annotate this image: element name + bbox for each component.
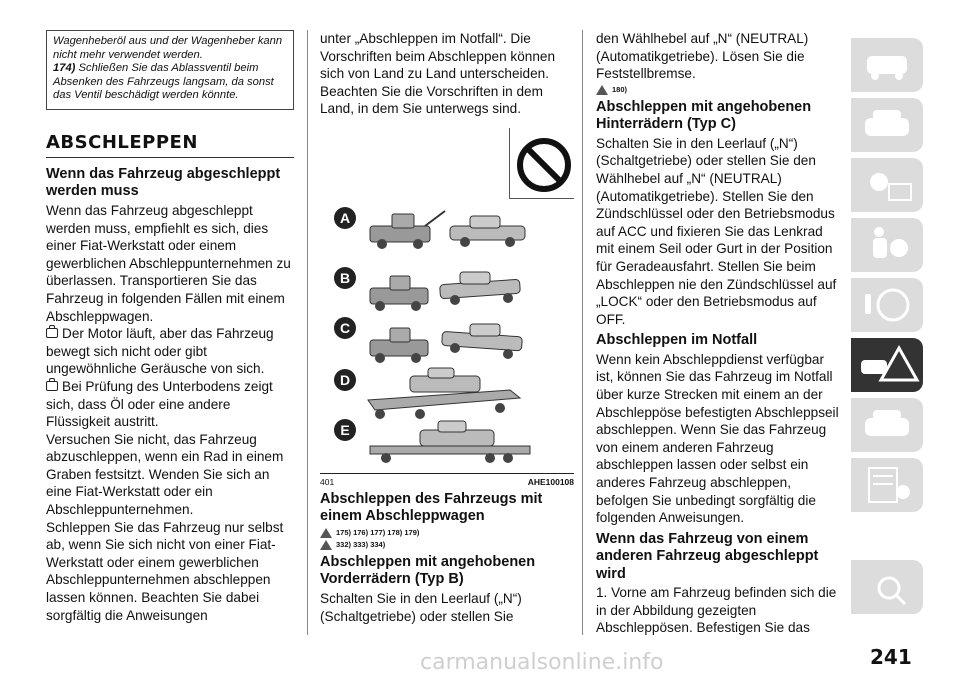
column-3 [596, 30, 842, 637]
tab-warning-lights[interactable] [851, 158, 923, 212]
paragraph-emergency: Wenn kein Abschleppdienst verfügbar ist, können Sie das Fahrzeug im Notfall über kurze Strecken mit einem an der Abschleppöse befestigten Abschleppseil abschleppen. Wenn Sie das Fahrzeug von einem anderen Fahrzeug abschleppen lassen oder selbst ein anderes Fahrzeug abschleppen, befolgen Sie unbedingt sorgfältig die folgenden Anweisungen. [596, 351, 839, 526]
paragraph-rear-raised: Schalten Sie in den Leerlauf („N“) (Schaltgetriebe) oder stellen Sie den Wählhebel auf „N“ (NEUTRAL) (Automatikgetriebe). Stellen Sie den Zündschlüssel oder den Betriebsmodus auf ACC und fixieren Sie das Lenkrad mit einem Seil oder Gurt in der Position für Geradeausfahrt. Stellen Sie beim Abschleppen nie den Zündschlüssel auf „LOCK“ oder den Betriebsmodus auf OFF. [596, 135, 837, 327]
steering-wheel-icon [851, 278, 923, 332]
tow-scene-d [334, 368, 520, 419]
heading-front-raised: Abschleppen mit angehobenen Vorderrädern (Typ B) [320, 553, 536, 588]
heading-tow-truck: Abschleppen des Fahrzeugs mit einem Abschleppwagen [320, 490, 543, 525]
paragraph-towed: Wenn das Fahrzeug abgeschleppt werden muss, empfiehlt es sich, dies einer Fiat-Werkstatt oder einem gewerblichen Abschleppunternehmen zu überlassen. Transportieren Sie das Fahrzeug in folgenden Fällen mit einem Abschleppwagen. [46, 202, 291, 324]
tow-scene-c [334, 317, 522, 363]
tab-emergency[interactable] [851, 338, 923, 392]
section-title: ABSCHLEPPEN [46, 132, 294, 158]
tow-scene-e [334, 419, 530, 463]
paragraph-front-raised: Schalten Sie in den Leerlauf („N“) (Schaltgetriebe) oder stellen Sie [320, 590, 522, 624]
warning-text-2: Schließen Sie das Ablassventil beim Absenken des Fahrzeugs langsam, da sonst das Ventil beschädigt werden könnte. [53, 62, 274, 102]
tab-safety[interactable] [851, 218, 923, 272]
column-divider-2 [582, 30, 583, 635]
figure-code: AHE100108 [527, 476, 574, 487]
tab-driving[interactable] [851, 278, 923, 332]
tow-truck-illustrations [320, 128, 574, 473]
paragraph-self: Schleppen Sie das Fahrzeug nur selbst ab, wenn Sie sich nicht von einer Fiat-Werkstatt oder einem gewerblichen Abschleppunternehmen abschleppen lassen können. Beachten Sie dabei sorgfältig die Anweisungen [46, 519, 284, 623]
paragraph-other-vehicle: 1. Vorne am Fahrzeug befinden sich die in der Abbildung gezeigten Abschleppösen. Befestigen Sie das [596, 585, 837, 636]
bullet-icon [46, 381, 58, 391]
tow-scene-a [334, 207, 525, 249]
heading-rear-raised: Abschleppen mit angehobenen Hinterrädern (Typ C) [596, 98, 812, 133]
heading-towed: Wenn das Fahrzeug abgeschleppt werden muss [46, 165, 281, 200]
heading-other-vehicle: Wenn das Fahrzeug von einem anderen Fahrzeug abgeschleppt wird [596, 530, 819, 582]
figure-caption [320, 477, 574, 487]
warning-triangle-icon [320, 528, 332, 538]
column-2 [320, 30, 574, 625]
warning-box [46, 30, 294, 110]
reference-row-3: 180) [596, 85, 842, 95]
watermark: carmanualsonline.info [420, 650, 664, 675]
paragraph-ditch: Versuchen Sie nicht, das Fahrzeug abzuschleppen, wenn ein Rad in einem Graben festsitzt. Wenden Sie sich an eine Fiat-Werkstatt oder ein Abschleppunternehmen. [46, 431, 284, 518]
bullet-item-2: Bei Prüfung des Unterbodens zeigt sich, dass Öl oder eine andere Flüssigkeit austritt. [46, 378, 273, 430]
reference-row-2: 332) 333) 334) [320, 540, 574, 550]
page-number: 241 [870, 645, 912, 669]
car-front-icon [851, 98, 923, 152]
warning-light-icon [851, 158, 923, 212]
figure-label-c: C [339, 319, 351, 336]
figure-label-a: A [339, 209, 351, 226]
breakdown-warning-icon [851, 338, 923, 392]
tab-vehicle[interactable] [851, 98, 923, 152]
column-divider-1 [307, 30, 308, 635]
figure-label-e: E [340, 421, 350, 438]
warning-number: 174) [53, 62, 76, 75]
column-1 [46, 30, 294, 624]
technical-data-icon [851, 458, 923, 512]
index-icon [851, 560, 923, 614]
tab-maintenance[interactable] [851, 398, 923, 452]
tab-dashboard[interactable] [851, 38, 923, 92]
paragraph-continued: unter „Abschleppen im Notfall“. Die Vorschriften beim Abschleppen können sich von Land zu Land unterscheiden. Beachten Sie die Vorschriften in dem Land, in dem Sie unterwegs sind. [320, 31, 556, 117]
figure-number: 401 [320, 476, 335, 487]
figure-label-d: D [339, 371, 351, 388]
bullet-icon [46, 328, 58, 338]
car-service-icon [851, 398, 923, 452]
tab-technical-data[interactable] [851, 458, 923, 512]
tab-index[interactable] [851, 560, 923, 614]
paragraph-continued-3: den Wählhebel auf „N“ (NEUTRAL) (Automatikgetriebe). Lösen Sie die Feststellbremse. [596, 31, 809, 82]
seat-safety-icon [851, 218, 923, 272]
warning-triangle-icon [596, 85, 608, 95]
heading-emergency: Abschleppen im Notfall [596, 332, 758, 349]
tow-scene-b [334, 267, 520, 311]
car-dashboard-icon [851, 38, 923, 92]
bullet-item-1: Der Motor läuft, aber das Fahrzeug bewegt sich nicht oder gibt ungewöhnliche Geräusche von sich. [46, 326, 274, 377]
towing-figure [320, 128, 574, 474]
warning-text-1: Wagenheberöl aus und der Wagenheber kann nicht mehr verwendet werden. [53, 35, 283, 61]
warning-triangle-icon [320, 540, 332, 550]
reference-row-1: 175) 176) 177) 178) 179) [320, 528, 574, 538]
figure-label-b: B [339, 269, 351, 286]
